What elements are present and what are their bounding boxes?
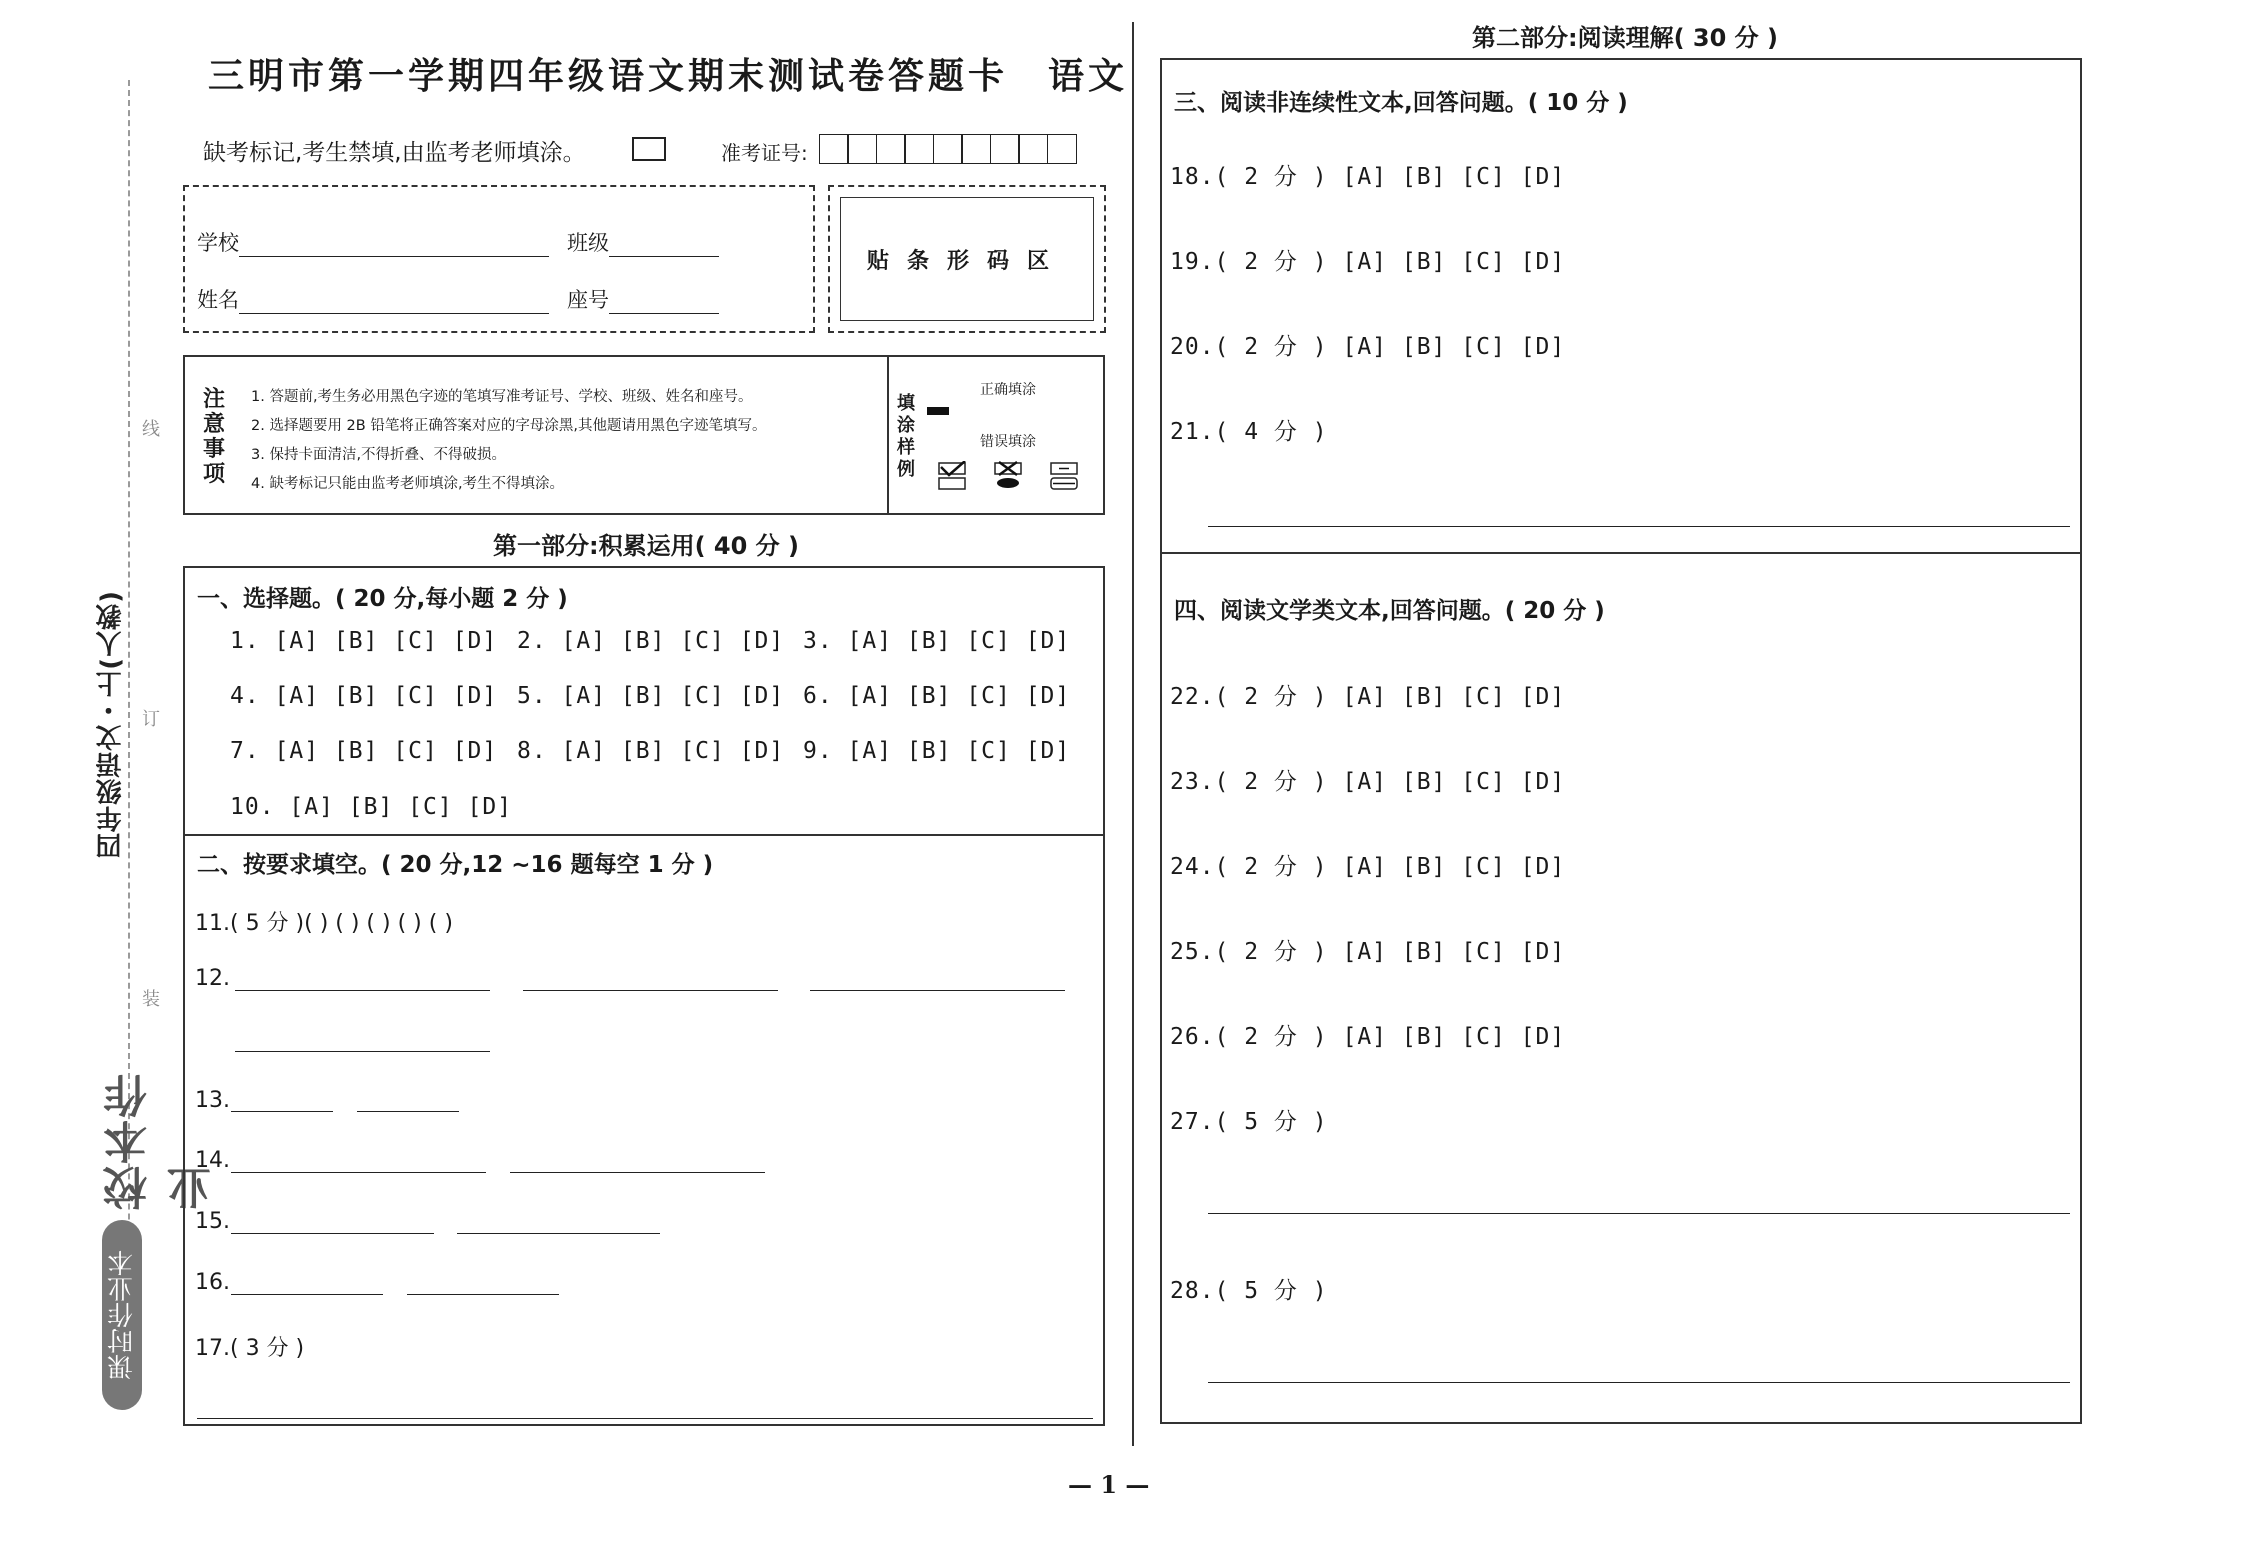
answer-line[interactable] [1208, 1382, 2070, 1383]
answer-line[interactable] [1208, 1213, 2070, 1214]
fill-question-16: 16. [195, 1270, 230, 1295]
barcode-area [828, 185, 1106, 333]
barcode-label: 贴条形码区 [840, 197, 1094, 321]
part1-answer-box [183, 566, 1105, 1426]
notes-divider [887, 357, 889, 513]
name-field[interactable] [197, 284, 549, 314]
note-item: 2. 选择题要用 2B 铅笔将正确答案对应的字母涂黑,其他题请用黑色字迹笔填写。 [251, 418, 767, 434]
fill-question-11[interactable]: 11.( 5 分 )( ) ( ) ( ) ( ) ( ) [195, 911, 453, 936]
binding-mark-line: 线 [142, 419, 160, 440]
choice-question-9[interactable]: 9. [A] [B] [C] [D] [803, 738, 1071, 764]
grade-label: 四年级语文・上(人教) [96, 590, 126, 859]
seat-label: 座号 [567, 288, 609, 312]
section4-title: 四、阅读文学类文本,回答问题。( 20 分 ) [1174, 598, 1605, 624]
exam-number-boxes[interactable] [820, 134, 1077, 164]
choice-question-1[interactable]: 1. [A] [B] [C] [D] [230, 628, 498, 654]
answer-line[interactable] [1208, 526, 2070, 527]
fill-sample-title: 填涂样例 [897, 393, 915, 480]
notes-list [251, 383, 766, 499]
cross-mark-icon [993, 461, 1023, 491]
answer-blank[interactable] [510, 1172, 765, 1173]
part2-answer-box [1160, 58, 2082, 1424]
choice-question-8[interactable]: 8. [A] [B] [C] [D] [517, 738, 785, 764]
page-center-divider [1132, 22, 1134, 1446]
brand-pill: 课时作业本 [102, 1220, 142, 1410]
choice-question-18[interactable]: 18.( 2 分 ) [A] [B] [C] [D] [1170, 164, 1566, 190]
partial-fill-icon [1049, 461, 1079, 491]
school-field[interactable] [197, 227, 549, 257]
choice-question-10[interactable]: 10. [A] [B] [C] [D] [230, 794, 513, 820]
answer-blank[interactable] [457, 1233, 660, 1234]
answer-blank[interactable] [357, 1111, 459, 1112]
binding-mark-bind: 订 [142, 709, 160, 730]
answer-blank[interactable] [523, 990, 778, 991]
fill-question-13: 13. [195, 1088, 230, 1113]
name-label: 姓名 [197, 288, 239, 312]
exam-digit-box[interactable] [847, 134, 877, 164]
notes-box [183, 355, 1105, 515]
choice-question-3[interactable]: 3. [A] [B] [C] [D] [803, 628, 1071, 654]
exam-digit-box[interactable] [1018, 134, 1048, 164]
question-28: 28.( 5 分 ) [1170, 1278, 1328, 1304]
class-field[interactable] [567, 227, 719, 257]
notes-title: 注意事项 [203, 387, 226, 487]
fill-question-12: 12. [195, 966, 230, 991]
title-main: 三明市第一学期四年级语文期末测试卷答题卡 [208, 55, 1009, 97]
wrong-fill-samples [937, 461, 1079, 491]
seat-field[interactable] [567, 284, 719, 314]
fill-question-17: 17.( 3 分 ) [195, 1336, 305, 1361]
choice-question-5[interactable]: 5. [A] [B] [C] [D] [517, 683, 785, 709]
question-21: 21.( 4 分 ) [1170, 419, 1328, 445]
page-number: — 1 — [1068, 1470, 1150, 1499]
choice-question-22[interactable]: 22.( 2 分 ) [A] [B] [C] [D] [1170, 684, 1566, 710]
absent-checkbox[interactable] [632, 137, 666, 161]
question-27: 27.( 5 分 ) [1170, 1109, 1328, 1135]
part1-heading: 第一部分:积累运用( 40 分 ) [493, 532, 799, 560]
fill-question-15: 15. [195, 1209, 230, 1234]
answer-blank[interactable] [231, 1294, 383, 1295]
answer-blank[interactable] [235, 1051, 490, 1052]
part2-heading: 第二部分:阅读理解( 30 分 ) [1472, 24, 1778, 52]
exam-number-label: 准考证号: [721, 141, 808, 165]
choice-question-2[interactable]: 2. [A] [B] [C] [D] [517, 628, 785, 654]
exam-digit-box[interactable] [876, 134, 906, 164]
choice-question-20[interactable]: 20.( 2 分 ) [A] [B] [C] [D] [1170, 334, 1566, 360]
fill-question-14: 14. [195, 1148, 230, 1173]
exam-digit-box[interactable] [819, 134, 849, 164]
wrong-fill-label: 错误填涂 [980, 434, 1036, 450]
choice-question-23[interactable]: 23.( 2 分 ) [A] [B] [C] [D] [1170, 769, 1566, 795]
exam-digit-box[interactable] [933, 134, 963, 164]
choice-question-24[interactable]: 24.( 2 分 ) [A] [B] [C] [D] [1170, 854, 1566, 880]
answer-blank[interactable] [231, 1233, 434, 1234]
title-subject: 语文 [1048, 55, 1129, 97]
choice-question-25[interactable]: 25.( 2 分 ) [A] [B] [C] [D] [1170, 939, 1566, 965]
correct-fill-label: 正确填涂 [980, 382, 1036, 398]
exam-digit-box[interactable] [904, 134, 934, 164]
page-title [208, 48, 1128, 99]
section1-title: 一、选择题。( 20 分,每小题 2 分 ) [197, 586, 568, 612]
section-divider [185, 834, 1103, 836]
absent-note: 缺考标记,考生禁填,由监考老师填涂。 [203, 140, 586, 166]
answer-blank[interactable] [231, 1111, 333, 1112]
class-label: 班级 [567, 231, 609, 255]
answer-blank[interactable] [235, 990, 490, 991]
binding-mark-pack: 装 [142, 989, 160, 1010]
answer-blank[interactable] [810, 990, 1065, 991]
correct-fill-mark [927, 407, 949, 415]
section-divider [1162, 552, 2080, 554]
student-info-box [183, 185, 815, 333]
note-item: 4. 缺考标记只能由监考老师填涂,考生不得填涂。 [251, 476, 565, 492]
note-item: 1. 答题前,考生务必用黑色字迹的笔填写准考证号、学校、班级、姓名和座号。 [251, 389, 753, 405]
school-label: 学校 [197, 231, 239, 255]
brand-name: 校本作业 [104, 1072, 219, 1210]
section3-title: 三、阅读非连续性文本,回答问题。( 10 分 ) [1174, 90, 1628, 116]
choice-question-19[interactable]: 19.( 2 分 ) [A] [B] [C] [D] [1170, 249, 1566, 275]
choice-question-6[interactable]: 6. [A] [B] [C] [D] [803, 683, 1071, 709]
note-item: 3. 保持卡面清洁,不得折叠、不得破损。 [251, 447, 507, 463]
answer-blank[interactable] [231, 1172, 486, 1173]
section2-title: 二、按要求填空。( 20 分,12 ~16 题每空 1 分 ) [197, 852, 714, 878]
choice-question-4[interactable]: 4. [A] [B] [C] [D] [230, 683, 498, 709]
exam-digit-box[interactable] [990, 134, 1020, 164]
answer-line[interactable] [197, 1418, 1093, 1419]
choice-question-7[interactable]: 7. [A] [B] [C] [D] [230, 738, 498, 764]
check-mark-icon [937, 461, 967, 491]
answer-blank[interactable] [407, 1294, 559, 1295]
exam-digit-box[interactable] [1047, 134, 1077, 164]
choice-question-26[interactable]: 26.( 2 分 ) [A] [B] [C] [D] [1170, 1024, 1566, 1050]
exam-digit-box[interactable] [961, 134, 991, 164]
